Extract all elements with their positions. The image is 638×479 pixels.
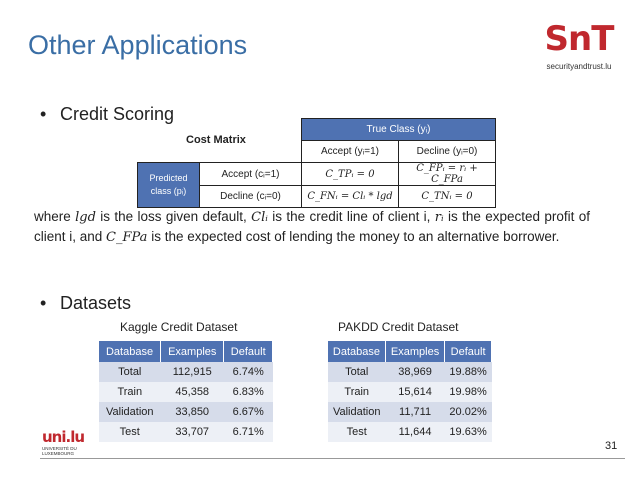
cost-matrix-table	[137, 118, 496, 208]
table-cell: 45,358	[161, 382, 224, 402]
table-cell: 11,644	[385, 422, 444, 442]
pakdd-header-examples: Examples	[385, 341, 444, 362]
university-logo	[42, 428, 88, 456]
snt-logo-url: securityandtrust.lu	[546, 62, 612, 71]
table-cell: 19.63%	[445, 422, 492, 442]
bullet-datasets	[40, 293, 131, 314]
table-cell: 33,850	[161, 402, 224, 422]
kaggle-header-examples: Examples	[161, 341, 224, 362]
table-row	[328, 402, 492, 422]
cost-matrix-fn-cell: C_FNᵢ = Clᵢ * lgd	[302, 186, 399, 208]
para-text-2: is the loss given default,	[95, 209, 252, 224]
kaggle-dataset-title: Kaggle Credit Dataset	[120, 320, 238, 334]
para-var-cl: Clᵢ	[251, 210, 268, 225]
para-text-4: is the expected profit of client i, and	[34, 209, 590, 244]
table-cell: 6.83%	[224, 382, 273, 402]
table-cell: Total	[328, 362, 385, 382]
para-text-3: is the credit line of client i,	[267, 209, 435, 224]
pakdd-header-default: Default	[445, 341, 492, 362]
cost-matrix-accept-pred: Accept (cᵢ=1)	[200, 163, 302, 186]
cost-matrix-fp-cell: C_FPᵢ = rᵢ + C_FPa	[399, 163, 496, 186]
university-logo-mark: uni.lu	[42, 428, 85, 446]
table-cell: 20.02%	[445, 402, 492, 422]
footer-divider	[40, 458, 625, 459]
table-cell: 19.88%	[445, 362, 492, 382]
university-logo-name: UNIVERSITÉ DU LUXEMBOURG	[42, 446, 77, 456]
table-row	[99, 382, 273, 402]
description-paragraph	[34, 207, 590, 247]
para-text-5: is the expected cost of lending the money to an alternative borrower.	[147, 229, 560, 244]
table-row	[328, 362, 492, 382]
cost-matrix-predicted-header: Predicted class (pᵢ)	[138, 163, 200, 208]
bullet-dot-icon: •	[40, 104, 47, 124]
table-row	[99, 402, 273, 422]
table-cell: 19.98%	[445, 382, 492, 402]
pakdd-dataset-title: PAKDD Credit Dataset	[338, 320, 459, 334]
table-cell: 6.67%	[224, 402, 273, 422]
table-row	[328, 422, 492, 442]
para-text-1: where	[34, 209, 76, 224]
table-cell: 112,915	[161, 362, 224, 382]
para-var-r: rᵢ	[434, 210, 444, 225]
table-cell: 15,614	[385, 382, 444, 402]
table-cell: 6.71%	[224, 422, 273, 442]
cost-matrix-true-class-header: True Class (yᵢ)	[302, 119, 496, 141]
table-cell: 6.74%	[224, 362, 273, 382]
kaggle-header-default: Default	[224, 341, 273, 362]
cost-matrix-accept-true: Accept (yᵢ=1)	[302, 141, 399, 163]
pakdd-dataset-table	[328, 341, 492, 442]
bullet-datasets-label: Datasets	[60, 293, 132, 313]
para-var-cfpa: C_FPa	[106, 230, 148, 245]
bullet-dot-icon: •	[40, 293, 47, 313]
cost-matrix-decline-pred: Decline (cᵢ=0)	[200, 186, 302, 208]
pakdd-header-database: Database	[328, 341, 385, 362]
table-cell: Train	[99, 382, 161, 402]
page-number: 31	[605, 440, 618, 452]
table-cell: Test	[99, 422, 161, 442]
table-cell: Total	[99, 362, 161, 382]
kaggle-header-database: Database	[99, 341, 161, 362]
table-row	[99, 362, 273, 382]
table-row	[328, 382, 492, 402]
cost-matrix-decline-true: Decline (yᵢ=0)	[399, 141, 496, 163]
bullet-credit-scoring-label: Credit Scoring	[60, 104, 175, 124]
table-cell: Train	[328, 382, 385, 402]
snt-logo	[541, 19, 617, 84]
table-row	[99, 422, 273, 442]
table-cell: 11,711	[385, 402, 444, 422]
slide-title: Other Applications	[28, 30, 248, 60]
kaggle-dataset-table	[99, 341, 273, 442]
table-cell: 33,707	[161, 422, 224, 442]
table-cell: Validation	[99, 402, 161, 422]
table-cell: 38,969	[385, 362, 444, 382]
cost-matrix-label: Cost Matrix	[186, 134, 246, 146]
cost-matrix-tp-cell: C_TPᵢ = 0	[302, 163, 399, 186]
para-var-lgd: lgd	[75, 210, 96, 225]
snt-logo-mark: SnT	[544, 19, 614, 59]
table-cell: Test	[328, 422, 385, 442]
table-cell: Validation	[328, 402, 385, 422]
cost-matrix-tn-cell: C_TNᵢ = 0	[399, 186, 496, 208]
